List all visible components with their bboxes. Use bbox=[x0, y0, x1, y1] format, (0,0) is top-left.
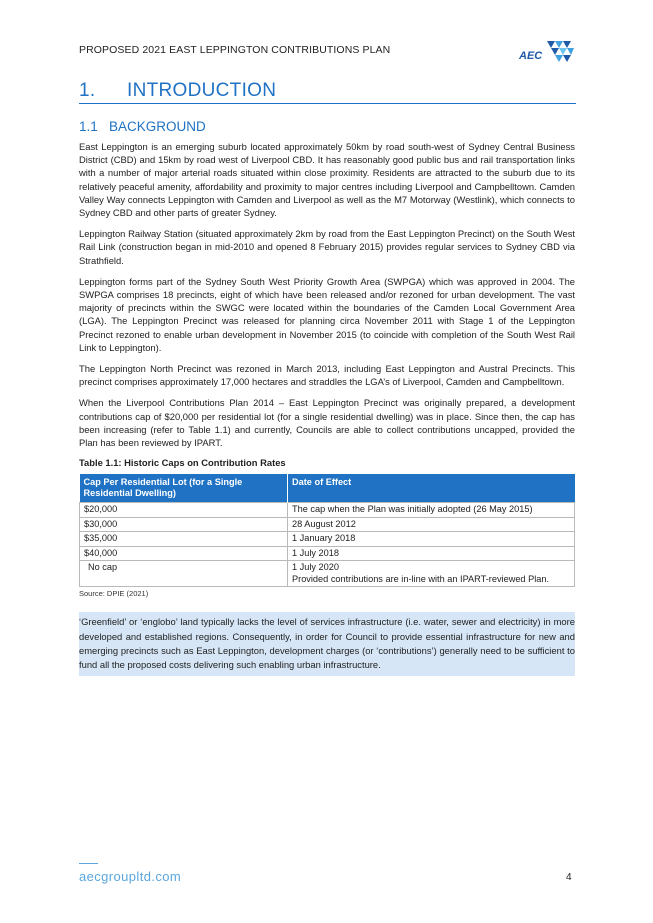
table-row bbox=[80, 532, 575, 547]
date-cell: 1 July 2018 bbox=[288, 546, 575, 561]
paragraph: The Leppington North Precinct was rezoned in March 2013, including East Leppington and Austral Precincts. This precinct comprises approximately 17,000 hectares and straddles the LGA’s of Liverpool, Camden and Campbelltown. bbox=[79, 363, 575, 388]
table-row bbox=[80, 503, 575, 518]
date-cell: 28 August 2012 bbox=[288, 517, 575, 532]
footer-website: aecgroupltd.com bbox=[79, 869, 182, 884]
cap-cell: $40,000 bbox=[80, 546, 288, 561]
running-header: PROPOSED 2021 EAST LEPPINGTON CONTRIBUTIONS PLAN bbox=[79, 44, 391, 56]
paragraph: When the Liverpool Contributions Plan 2014 – East Leppington Precinct was originally prepared, a development contributions cap of $20,000 per residential lot (for a single residential dwelling) was in place. Since then, the cap has been increasing (refer to Table 1.1) and currently, Councils are able to collect contributions uncapped, provided the Plan has been reviewed by IPART. bbox=[79, 397, 575, 449]
date-value: 1 July 2020 bbox=[292, 562, 339, 573]
cap-cell: $20,000 bbox=[80, 503, 288, 518]
section-divider bbox=[79, 103, 576, 104]
aec-logo bbox=[519, 39, 575, 65]
table-row bbox=[80, 517, 575, 532]
table-row bbox=[80, 561, 575, 587]
logo-mark-icon bbox=[541, 39, 575, 65]
paragraph: Leppington forms part of the Sydney South West Priority Growth Area (SWPGA) which was approved in 2004. The SWPGA comprises 18 precincts, eight of which have been released and/or rezoned for urban development. The vast majority of precincts within the SWGC were located within the boundaries of the Camden Local Government Area (LGA). The Leppington Precinct was released for planning circa November 2011 with Stage 1 of the Leppington Precinct rezoned to enable urban development in November 2015 (to coincide with completion of the South West Rail Link to Leppington). bbox=[79, 275, 575, 353]
date-cell: 1 January 2018 bbox=[288, 532, 575, 547]
date-cell: The cap when the Plan was initially adopted (26 May 2015) bbox=[288, 503, 575, 518]
table-caption: Table 1.1: Historic Caps on Contribution Rates bbox=[79, 457, 286, 469]
footer-divider bbox=[79, 863, 98, 864]
page-number: 4 bbox=[566, 872, 572, 883]
paragraph: Leppington Railway Station (situated approximately 2km by road from the East Leppington Precinct) on the South West Rail Link (construction began in mid-2010 and opened 8 February 2015) provides regular services to Sydney CBD via Strathfield. bbox=[79, 228, 575, 266]
cap-cell: $30,000 bbox=[80, 517, 288, 532]
section-heading bbox=[79, 80, 276, 102]
logo-text: AEC bbox=[519, 50, 543, 62]
cap-cell: $35,000 bbox=[80, 532, 288, 547]
cap-cell: No cap bbox=[80, 561, 288, 587]
subsection-number: 1.1 bbox=[79, 119, 98, 134]
date-cell bbox=[288, 561, 575, 587]
section-number: 1. bbox=[79, 80, 96, 101]
table-row bbox=[80, 546, 575, 561]
body-content bbox=[79, 140, 575, 676]
contribution-caps-table bbox=[79, 474, 575, 587]
highlighted-callout: ‘Greenfield’ or ‘englobo’ land typically lacks the level of services infrastructure (i.e. water, sewer and electricity) in more developed and established regions. Consequently, in order for Council to provide essential infrastructure for new and emerging precincts such as East Leppington, development charges (or ‘contributions’) generally need to be sufficient to fund all the proposed costs delivering such enabling urban infrastructure. bbox=[79, 612, 575, 676]
subsection-heading bbox=[79, 119, 206, 134]
table-source: Source: DPIE (2021) bbox=[79, 589, 149, 599]
date-note: Provided contributions are in-line with an IPART-reviewed Plan. bbox=[292, 573, 550, 584]
subsection-title: BACKGROUND bbox=[109, 119, 206, 134]
table-header-row bbox=[80, 474, 575, 503]
column-header-cap: Cap Per Residential Lot (for a Single Residential Dwelling) bbox=[80, 474, 288, 503]
paragraph: East Leppington is an emerging suburb located approximately 50km by road south-west of Sydney Central Business District (CBD) and 15km by road west of Liverpool CBD. It has reasonably good public bus and rail transportation links with a number of major arterial roads situated within close proximity. Residents are attracted to the suburb due to its relatively peaceful amenity, affordability and proximity to major centres including Liverpool and Campbelltown. Camden Valley Way connects Leppington with Camden and Liverpool as well as the M7 Motorway (Westlink), which connects to Sydney CBD and other parts of greater Sydney. bbox=[79, 141, 575, 219]
section-title: INTRODUCTION bbox=[127, 80, 277, 101]
column-header-date: Date of Effect bbox=[288, 474, 575, 503]
